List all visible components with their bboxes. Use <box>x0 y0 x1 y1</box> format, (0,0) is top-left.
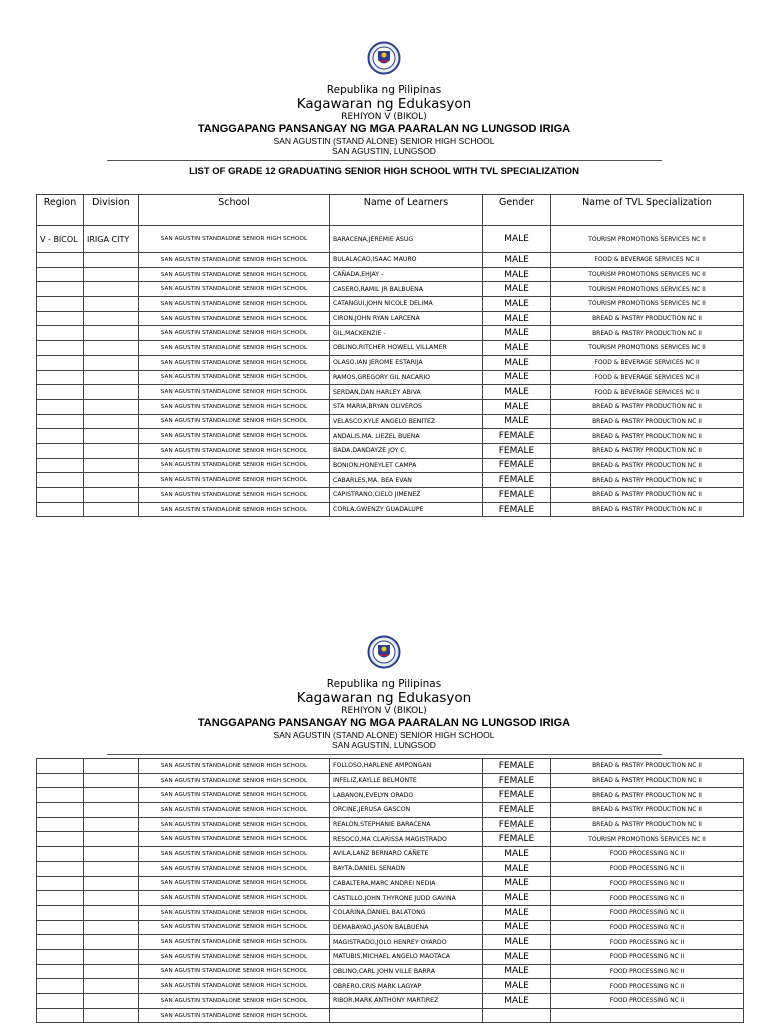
table-row <box>37 847 744 862</box>
cell-gender: MALE <box>483 935 551 950</box>
cell-region <box>37 964 84 979</box>
cell-name: ANDALIS,MA. LIEZEL BUENA <box>330 429 483 444</box>
learners-table-page1 <box>36 194 744 517</box>
page1-header <box>0 34 768 161</box>
cell-region <box>37 994 84 1009</box>
table-row <box>37 876 744 891</box>
cell-spec: BREAD & PASTRY PRODUCTION NC II <box>551 759 744 774</box>
cell-division <box>84 429 139 444</box>
table-row <box>37 964 744 979</box>
republic-label: Republika ng Pilipinas <box>326 678 442 690</box>
cell-gender: FEMALE <box>483 502 551 517</box>
cell-gender: FEMALE <box>483 458 551 473</box>
cell-gender: MALE <box>483 253 551 268</box>
department-label: Kagawaran ng Edukasyon <box>296 690 472 706</box>
cell-division <box>84 488 139 503</box>
office-label: TANGGAPANG PANSANGAY NG MGA PAARALAN NG LUNGSOD IRIGA <box>197 123 571 135</box>
department-label: Kagawaran ng Edukasyon <box>296 96 472 112</box>
col-spec: Name of TVL Specialization <box>551 195 744 226</box>
cell-region: V - BICOL <box>37 226 84 253</box>
cell-region <box>37 326 84 341</box>
cell-gender: MALE <box>483 905 551 920</box>
cell-division <box>84 297 139 312</box>
cell-region <box>37 311 84 326</box>
cell-school: SAN AGUSTIN STANDALONE SENIOR HIGH SCHOOL <box>139 803 330 818</box>
cell-division <box>84 443 139 458</box>
cell-gender: MALE <box>483 326 551 341</box>
cell-school: SAN AGUSTIN STANDALONE SENIOR HIGH SCHOOL <box>139 311 330 326</box>
cell-school: SAN AGUSTIN STANDALONE SENIOR HIGH SCHOOL <box>139 429 330 444</box>
cell-region <box>37 385 84 400</box>
cell-spec <box>551 1008 744 1023</box>
cell-name: CASERO,RAMIL JR BALBUENA <box>330 282 483 297</box>
cell-spec: FOOD & BEVERAGE SERVICES NC II <box>551 370 744 385</box>
address-label: SAN AGUSTIN, LUNGSOD <box>332 740 436 750</box>
cell-spec: FOOD PROCESSING NC II <box>551 994 744 1009</box>
address-label: SAN AGUSTIN, LUNGSOD <box>332 146 436 156</box>
cell-gender: FEMALE <box>483 488 551 503</box>
region-label: REHIYON V (BIKOL) <box>341 112 427 122</box>
cell-spec: BREAD & PASTRY PRODUCTION NC II <box>551 773 744 788</box>
table-row <box>37 341 744 356</box>
cell-spec: TOURISM PROMOTIONS SERVICES NC II <box>551 297 744 312</box>
table-row <box>37 832 744 847</box>
cell-school: SAN AGUSTIN STANDALONE SENIOR HIGH SCHOOL <box>139 253 330 268</box>
cell-gender: MALE <box>483 226 551 253</box>
table-row <box>37 1008 744 1023</box>
table-row <box>37 253 744 268</box>
table-row <box>37 949 744 964</box>
deped-seal-icon <box>367 628 401 676</box>
table-header-row <box>37 195 744 226</box>
cell-region <box>37 861 84 876</box>
cell-name: GIL,MACKENZIE - <box>330 326 483 341</box>
cell-region <box>37 1008 84 1023</box>
cell-spec: FOOD PROCESSING NC II <box>551 861 744 876</box>
cell-school: SAN AGUSTIN STANDALONE SENIOR HIGH SCHOOL <box>139 773 330 788</box>
cell-spec: TOURISM PROMOTIONS SERVICES NC II <box>551 282 744 297</box>
table-row <box>37 979 744 994</box>
cell-school: SAN AGUSTIN STANDALONE SENIOR HIGH SCHOOL <box>139 267 330 282</box>
table-row <box>37 935 744 950</box>
cell-gender: FEMALE <box>483 443 551 458</box>
cell-region <box>37 935 84 950</box>
cell-spec: TOURISM PROMOTIONS SERVICES NC II <box>551 832 744 847</box>
cell-school: SAN AGUSTIN STANDALONE SENIOR HIGH SCHOOL <box>139 788 330 803</box>
cell-gender: FEMALE <box>483 788 551 803</box>
cell-name: RESOCO,MA CLARISSA MAGISTRADO <box>330 832 483 847</box>
cell-division: IRIGA CITY <box>84 226 139 253</box>
cell-region <box>37 773 84 788</box>
cell-region <box>37 488 84 503</box>
cell-gender: MALE <box>483 979 551 994</box>
cell-spec: BREAD & PASTRY PRODUCTION NC II <box>551 458 744 473</box>
cell-division <box>84 458 139 473</box>
cell-spec: BREAD & PASTRY PRODUCTION NC II <box>551 414 744 429</box>
cell-gender: MALE <box>483 341 551 356</box>
cell-name: ORCINE,JERUSA GASCON <box>330 803 483 818</box>
cell-name: OBLINO,RITCHER HOWELL VILLAMER <box>330 341 483 356</box>
cell-region <box>37 282 84 297</box>
table-row <box>37 385 744 400</box>
cell-spec: BREAD & PASTRY PRODUCTION NC II <box>551 399 744 414</box>
cell-spec: FOOD PROCESSING NC II <box>551 876 744 891</box>
col-school: School <box>139 195 330 226</box>
cell-name: OBLINO,CARL JOHN VILLE BARRA <box>330 964 483 979</box>
cell-division <box>84 891 139 906</box>
cell-school: SAN AGUSTIN STANDALONE SENIOR HIGH SCHOOL <box>139 949 330 964</box>
cell-region <box>37 920 84 935</box>
cell-division <box>84 861 139 876</box>
cell-name: AVILA,LANZ BERNARD CAÑETE <box>330 847 483 862</box>
table-row <box>37 773 744 788</box>
table-row <box>37 994 744 1009</box>
cell-division <box>84 832 139 847</box>
cell-school: SAN AGUSTIN STANDALONE SENIOR HIGH SCHOOL <box>139 326 330 341</box>
col-gender: Gender <box>483 195 551 226</box>
cell-region <box>37 429 84 444</box>
cell-spec: FOOD PROCESSING NC II <box>551 920 744 935</box>
cell-division <box>84 920 139 935</box>
cell-name: CASTILLO,JOHN THYRONE JUDD GAVINA <box>330 891 483 906</box>
cell-spec: FOOD PROCESSING NC II <box>551 979 744 994</box>
cell-name: LABANON,EVELYN ORADO <box>330 788 483 803</box>
cell-spec: BREAD & PASTRY PRODUCTION NC II <box>551 311 744 326</box>
cell-gender: FEMALE <box>483 773 551 788</box>
cell-name: RIBOR,MARK ANTHONY MARTIREZ <box>330 994 483 1009</box>
cell-division <box>84 341 139 356</box>
cell-spec: FOOD PROCESSING NC II <box>551 949 744 964</box>
cell-gender: FEMALE <box>483 429 551 444</box>
cell-region <box>37 399 84 414</box>
cell-region <box>37 414 84 429</box>
cell-school: SAN AGUSTIN STANDALONE SENIOR HIGH SCHOOL <box>139 473 330 488</box>
cell-spec: BREAD & PASTRY PRODUCTION NC II <box>551 443 744 458</box>
cell-gender: MALE <box>483 311 551 326</box>
cell-name: OLASO,IAN JEROME ESTARIJA <box>330 355 483 370</box>
cell-division <box>84 1008 139 1023</box>
cell-spec: FOOD PROCESSING NC II <box>551 847 744 862</box>
cell-name: MAGISTRADO,JOLO HENREY OYARDO <box>330 935 483 950</box>
cell-region <box>37 502 84 517</box>
cell-region <box>37 788 84 803</box>
table-row <box>37 788 744 803</box>
table-row <box>37 370 744 385</box>
cell-region <box>37 832 84 847</box>
cell-gender: MALE <box>483 847 551 862</box>
cell-school: SAN AGUSTIN STANDALONE SENIOR HIGH SCHOOL <box>139 832 330 847</box>
cell-gender: MALE <box>483 994 551 1009</box>
cell-spec: BREAD & PASTRY PRODUCTION NC II <box>551 326 744 341</box>
cell-division <box>84 502 139 517</box>
cell-name: BONION,HONEYLET CAMPA <box>330 458 483 473</box>
cell-division <box>84 282 139 297</box>
cell-name: MATUBIS,MICHAEL ANGELO MAOTACA <box>330 949 483 964</box>
cell-gender: MALE <box>483 861 551 876</box>
cell-spec: BREAD & PASTRY PRODUCTION NC II <box>551 429 744 444</box>
cell-region <box>37 759 84 774</box>
republic-label: Republika ng Pilipinas <box>326 84 442 96</box>
cell-division <box>84 773 139 788</box>
cell-division <box>84 994 139 1009</box>
table-row <box>37 297 744 312</box>
cell-school: SAN AGUSTIN STANDALONE SENIOR HIGH SCHOOL <box>139 964 330 979</box>
cell-division <box>84 876 139 891</box>
table-row <box>37 817 744 832</box>
school-label: SAN AGUSTIN (STAND ALONE) SENIOR HIGH SCHOOL <box>273 136 495 146</box>
cell-division <box>84 905 139 920</box>
table-row <box>37 502 744 517</box>
cell-gender: MALE <box>483 949 551 964</box>
table-row <box>37 414 744 429</box>
cell-name: REALON,STEPHANIE BARACENA <box>330 817 483 832</box>
cell-gender: MALE <box>483 876 551 891</box>
cell-name: VELASCO,KYLE ANGELO BENITEZ <box>330 414 483 429</box>
cell-school: SAN AGUSTIN STANDALONE SENIOR HIGH SCHOOL <box>139 1008 330 1023</box>
region-label: REHIYON V (BIKOL) <box>341 706 427 716</box>
cell-region <box>37 297 84 312</box>
cell-region <box>37 341 84 356</box>
table-row <box>37 429 744 444</box>
cell-name: CATANGUI,JOHN NICOLE DELIMA <box>330 297 483 312</box>
cell-spec: TOURISM PROMOTIONS SERVICES NC II <box>551 341 744 356</box>
cell-school: SAN AGUSTIN STANDALONE SENIOR HIGH SCHOOL <box>139 891 330 906</box>
cell-name: CABARLES,MA. BEA EVAN <box>330 473 483 488</box>
table-row <box>37 759 744 774</box>
table-row <box>37 488 744 503</box>
document-title: LIST OF GRADE 12 GRADUATING SENIOR HIGH SCHOOL WITH TVL SPECIALIZATION <box>189 166 579 177</box>
cell-gender: FEMALE <box>483 832 551 847</box>
cell-region <box>37 847 84 862</box>
cell-spec: BREAD & PASTRY PRODUCTION NC II <box>551 803 744 818</box>
cell-gender: MALE <box>483 414 551 429</box>
cell-school: SAN AGUSTIN STANDALONE SENIOR HIGH SCHOOL <box>139 502 330 517</box>
col-name: Name of Learners <box>330 195 483 226</box>
cell-gender: FEMALE <box>483 817 551 832</box>
cell-region <box>37 876 84 891</box>
cell-region <box>37 891 84 906</box>
header-divider <box>107 754 662 755</box>
cell-school: SAN AGUSTIN STANDALONE SENIOR HIGH SCHOOL <box>139 399 330 414</box>
cell-gender: FEMALE <box>483 803 551 818</box>
cell-division <box>84 370 139 385</box>
table-row <box>37 282 744 297</box>
cell-name: FOLLOSO,HARLENE AMPONGAN <box>330 759 483 774</box>
cell-division <box>84 311 139 326</box>
cell-name: CAÑADA,EHJAY - <box>330 267 483 282</box>
cell-school: SAN AGUSTIN STANDALONE SENIOR HIGH SCHOOL <box>139 876 330 891</box>
cell-gender: MALE <box>483 399 551 414</box>
cell-spec: BREAD & PASTRY PRODUCTION NC II <box>551 788 744 803</box>
cell-school: SAN AGUSTIN STANDALONE SENIOR HIGH SCHOOL <box>139 282 330 297</box>
cell-division <box>84 949 139 964</box>
cell-gender: MALE <box>483 370 551 385</box>
cell-region <box>37 949 84 964</box>
learners-table-page2 <box>36 758 744 1023</box>
cell-division <box>84 399 139 414</box>
cell-gender: MALE <box>483 297 551 312</box>
cell-school: SAN AGUSTIN STANDALONE SENIOR HIGH SCHOOL <box>139 861 330 876</box>
cell-gender: FEMALE <box>483 473 551 488</box>
table-row <box>37 920 744 935</box>
cell-school: SAN AGUSTIN STANDALONE SENIOR HIGH SCHOOL <box>139 297 330 312</box>
cell-school: SAN AGUSTIN STANDALONE SENIOR HIGH SCHOOL <box>139 847 330 862</box>
col-division: Division <box>84 195 139 226</box>
cell-name: RAMOS,GREGORY GIL NACARIO <box>330 370 483 385</box>
cell-name: BAYTA,DANIEL SENAON <box>330 861 483 876</box>
cell-gender: MALE <box>483 282 551 297</box>
cell-region <box>37 473 84 488</box>
cell-school: SAN AGUSTIN STANDALONE SENIOR HIGH SCHOOL <box>139 385 330 400</box>
cell-spec: FOOD & BEVERAGE SERVICES NC II <box>551 253 744 268</box>
cell-name: CIRON,JOHN RYAN LARCENA <box>330 311 483 326</box>
cell-spec: FOOD PROCESSING NC II <box>551 964 744 979</box>
cell-name: DEMABAYAO,JASON BALBUENA <box>330 920 483 935</box>
cell-spec: BREAD & PASTRY PRODUCTION NC II <box>551 473 744 488</box>
cell-spec: FOOD & BEVERAGE SERVICES NC II <box>551 355 744 370</box>
page2-header <box>0 628 768 755</box>
cell-spec: BREAD & PASTRY PRODUCTION NC II <box>551 488 744 503</box>
cell-spec: FOOD PROCESSING NC II <box>551 905 744 920</box>
cell-gender: MALE <box>483 891 551 906</box>
deped-seal-icon <box>367 34 401 82</box>
table-row <box>37 226 744 253</box>
table-row <box>37 905 744 920</box>
cell-division <box>84 979 139 994</box>
cell-school: SAN AGUSTIN STANDALONE SENIOR HIGH SCHOOL <box>139 994 330 1009</box>
header-divider <box>107 160 662 161</box>
table-row <box>37 355 744 370</box>
cell-division <box>84 385 139 400</box>
cell-name: SERDAN,DAN HARLEY ABIVA <box>330 385 483 400</box>
cell-gender: MALE <box>483 964 551 979</box>
cell-gender: MALE <box>483 385 551 400</box>
cell-region <box>37 355 84 370</box>
cell-school: SAN AGUSTIN STANDALONE SENIOR HIGH SCHOOL <box>139 488 330 503</box>
cell-name: BADA,DANDAYZE JOY C. <box>330 443 483 458</box>
cell-school: SAN AGUSTIN STANDALONE SENIOR HIGH SCHOOL <box>139 226 330 253</box>
cell-gender: MALE <box>483 355 551 370</box>
cell-school: SAN AGUSTIN STANDALONE SENIOR HIGH SCHOOL <box>139 414 330 429</box>
cell-spec: BREAD & PASTRY PRODUCTION NC II <box>551 502 744 517</box>
cell-region <box>37 905 84 920</box>
cell-school: SAN AGUSTIN STANDALONE SENIOR HIGH SCHOOL <box>139 443 330 458</box>
cell-school: SAN AGUSTIN STANDALONE SENIOR HIGH SCHOOL <box>139 920 330 935</box>
school-label: SAN AGUSTIN (STAND ALONE) SENIOR HIGH SCHOOL <box>273 730 495 740</box>
cell-region <box>37 803 84 818</box>
cell-school: SAN AGUSTIN STANDALONE SENIOR HIGH SCHOOL <box>139 817 330 832</box>
cell-name: STA MARIA,BRYAN OLIVEROS <box>330 399 483 414</box>
cell-division <box>84 788 139 803</box>
table-row <box>37 473 744 488</box>
cell-division <box>84 759 139 774</box>
cell-division <box>84 964 139 979</box>
cell-name: OBRERO,CRIS MARK LAGYAP <box>330 979 483 994</box>
cell-region <box>37 979 84 994</box>
cell-school: SAN AGUSTIN STANDALONE SENIOR HIGH SCHOOL <box>139 355 330 370</box>
col-region: Region <box>37 195 84 226</box>
cell-division <box>84 473 139 488</box>
cell-name: CORLA,GWENZY GUADALUPE <box>330 502 483 517</box>
table-row <box>37 267 744 282</box>
cell-name: BARACENA,JEREMIE ASUG <box>330 226 483 253</box>
cell-spec: FOOD PROCESSING NC II <box>551 891 744 906</box>
cell-region <box>37 458 84 473</box>
cell-name: BULALACAO,ISAAC MAURO <box>330 253 483 268</box>
cell-spec: TOURISM PROMOTIONS SERVICES NC II <box>551 226 744 253</box>
cell-school: SAN AGUSTIN STANDALONE SENIOR HIGH SCHOOL <box>139 979 330 994</box>
cell-name: CAPISTRANO,CIELO JIMENEZ <box>330 488 483 503</box>
cell-name: INFELIZ,KAYLLE BELMONTE <box>330 773 483 788</box>
cell-gender: MALE <box>483 267 551 282</box>
cell-school: SAN AGUSTIN STANDALONE SENIOR HIGH SCHOOL <box>139 905 330 920</box>
table-row <box>37 891 744 906</box>
cell-division <box>84 326 139 341</box>
cell-school: SAN AGUSTIN STANDALONE SENIOR HIGH SCHOOL <box>139 458 330 473</box>
cell-gender: MALE <box>483 920 551 935</box>
cell-name <box>330 1008 483 1023</box>
cell-division <box>84 817 139 832</box>
table-row <box>37 311 744 326</box>
table-row <box>37 326 744 341</box>
cell-spec: TOURISM PROMOTIONS SERVICES NC II <box>551 267 744 282</box>
cell-school: SAN AGUSTIN STANDALONE SENIOR HIGH SCHOOL <box>139 935 330 950</box>
cell-spec: BREAD & PASTRY PRODUCTION NC II <box>551 817 744 832</box>
cell-division <box>84 253 139 268</box>
cell-spec: FOOD PROCESSING NC II <box>551 935 744 950</box>
cell-division <box>84 267 139 282</box>
cell-division <box>84 935 139 950</box>
cell-gender: FEMALE <box>483 759 551 774</box>
cell-name: CABALTERA,MARC ANDREI NEDIA <box>330 876 483 891</box>
table-row <box>37 803 744 818</box>
cell-region <box>37 443 84 458</box>
cell-division <box>84 803 139 818</box>
table-row <box>37 458 744 473</box>
cell-region <box>37 370 84 385</box>
table-row <box>37 861 744 876</box>
office-label: TANGGAPANG PANSANGAY NG MGA PAARALAN NG LUNGSOD IRIGA <box>197 717 571 729</box>
cell-school: SAN AGUSTIN STANDALONE SENIOR HIGH SCHOOL <box>139 341 330 356</box>
cell-school: SAN AGUSTIN STANDALONE SENIOR HIGH SCHOOL <box>139 759 330 774</box>
cell-name: COLARINA,DANIEL BALATONG <box>330 905 483 920</box>
cell-division <box>84 414 139 429</box>
cell-school: SAN AGUSTIN STANDALONE SENIOR HIGH SCHOOL <box>139 370 330 385</box>
cell-region <box>37 253 84 268</box>
cell-division <box>84 355 139 370</box>
table-row <box>37 399 744 414</box>
cell-spec: FOOD & BEVERAGE SERVICES NC II <box>551 385 744 400</box>
cell-gender <box>483 1008 551 1023</box>
table-row <box>37 443 744 458</box>
cell-region <box>37 817 84 832</box>
cell-division <box>84 847 139 862</box>
cell-region <box>37 267 84 282</box>
